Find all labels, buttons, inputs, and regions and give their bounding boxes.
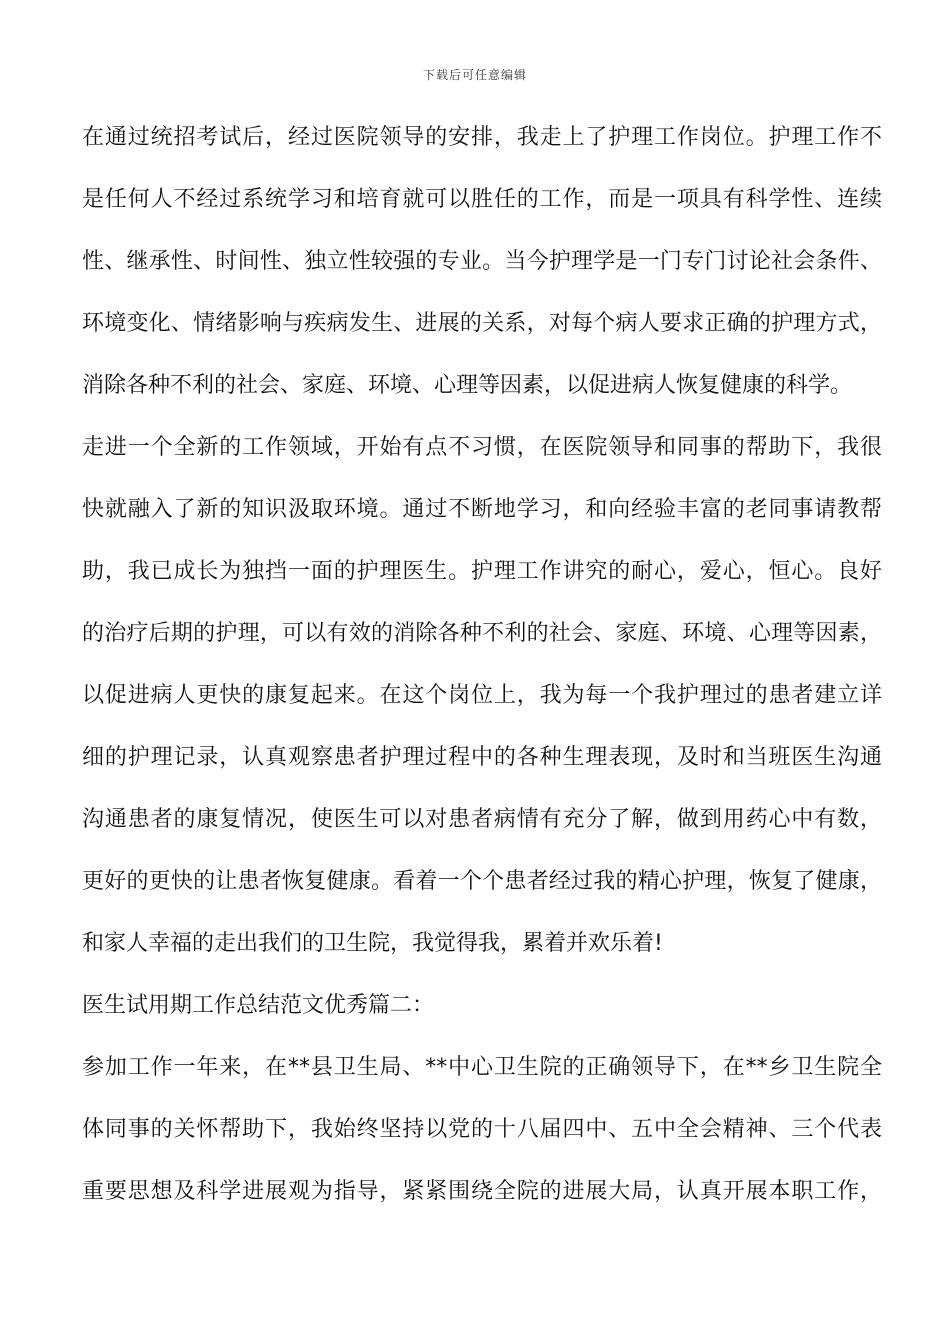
text-line: 更好的更快的让患者恢复健康。看着一个个患者经过我的精心护理，恢复了健康，: [82, 869, 882, 894]
text-line: 重要思想及科学进展观为指导，紧紧围绕全院的进展大局，认真开展本职工作，: [82, 1179, 882, 1204]
text-line: 快就融入了新的知识汲取环境。通过不断地学习，和向经验丰富的老同事请教帮: [82, 497, 882, 522]
text-line: 的治疗后期的护理，可以有效的消除各种不利的社会、家庭、环境、心理等因素，: [82, 621, 882, 646]
text-line: 体同事的关怀帮助下，我始终坚持以党的十八届四中、五中全会精神、三个代表: [82, 1117, 882, 1142]
text-line: 以促进病人更快的康复起来。在这个岗位上，我为每一个我护理过的患者建立详: [82, 683, 882, 708]
text-line: 是任何人不经过系统学习和培育就可以胜任的工作，而是一项具有科学性、连续: [82, 187, 882, 212]
text-line: 和家人幸福的走出我们的卫生院，我觉得我，累着并欢乐着!: [82, 931, 663, 956]
text-line: 参加工作一年来，在**县卫生局、**中心卫生院的正确领导下，在**乡卫生院全: [82, 1055, 882, 1080]
text-line: 在通过统招考试后，经过医院领导的安排，我走上了护理工作岗位。护理工作不: [82, 125, 882, 150]
page-header: 下载后可任意编辑: [422, 68, 527, 82]
text-line: 助，我已成长为独挡一面的护理医生。护理工作讲究的耐心，爱心，恒心。良好: [82, 559, 882, 584]
text-line: 走进一个全新的工作领域，开始有点不习惯，在医院领导和同事的帮助下，我很: [82, 435, 882, 460]
text-line: 消除各种不利的社会、家庭、环境、心理等因素，以促进病人恢复健康的科学。: [82, 373, 853, 398]
body-text: [82, 121, 882, 1237]
section-heading: 医生试用期工作总结范文优秀篇二：: [82, 993, 435, 1018]
text-line: 环境变化、情绪影响与疾病发生、进展的关系，对每个病人要求正确的护理方式，: [82, 311, 882, 336]
text-line: 细的护理记录，认真观察患者护理过程中的各种生理表现，及时和当班医生沟通: [82, 745, 882, 770]
text-line: 性、继承性、时间性、独立性较强的专业。当今护理学是一门专门讨论社会条件、: [82, 249, 882, 274]
text-line: 沟通患者的康复情况，使医生可以对患者病情有充分了解，做到用药心中有数，: [82, 807, 882, 832]
